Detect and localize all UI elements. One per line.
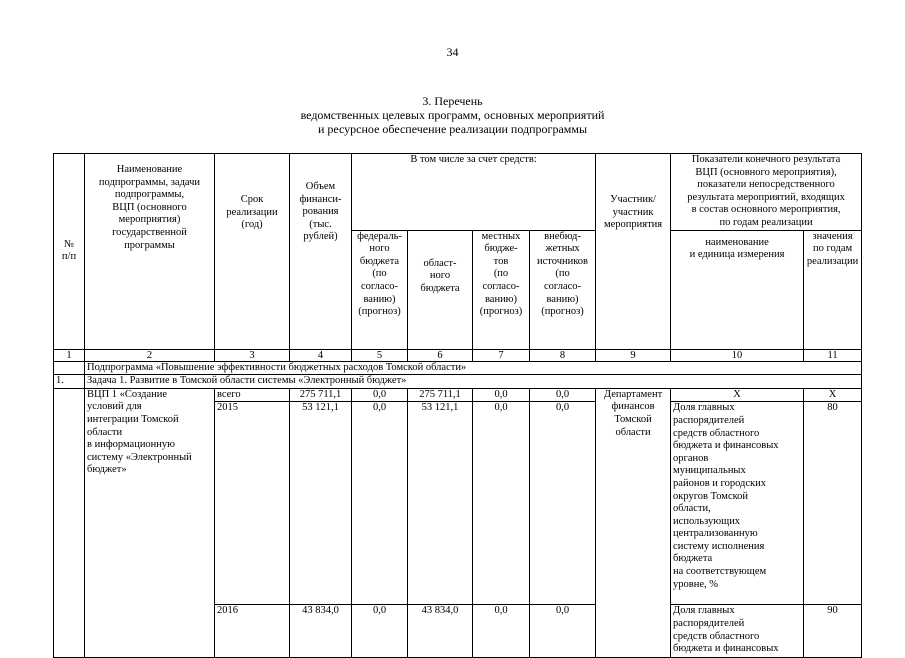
- task-number: 1.: [54, 375, 85, 389]
- column-number: 7: [473, 349, 530, 361]
- text-line: на соответствующем: [673, 566, 767, 578]
- text-line: области,: [673, 503, 711, 515]
- header-col-indicator-name: [671, 230, 804, 349]
- total-extra: 0,0: [530, 388, 596, 402]
- text-line: средств областного: [673, 630, 760, 642]
- text-line: №: [63, 238, 75, 250]
- task-row: [54, 375, 862, 389]
- text-line: рования: [302, 206, 339, 218]
- text-line: органов: [673, 452, 709, 464]
- column-number: 11: [804, 349, 862, 361]
- text-line: тов: [493, 255, 509, 267]
- text-line: бюджета: [420, 282, 460, 294]
- text-line: Томской: [614, 413, 652, 425]
- text-line: (прогноз): [479, 306, 523, 318]
- regional-2016: 43 834,0: [408, 605, 473, 658]
- text-line: внебюд-: [544, 230, 581, 242]
- text-line: районов и городских: [673, 477, 766, 489]
- text-line: по годам реализации: [719, 216, 813, 228]
- total-value: Х: [804, 388, 862, 402]
- federal-2015: 0,0: [352, 402, 408, 605]
- header-row-1: [54, 154, 862, 231]
- text-line: согласо-: [544, 280, 582, 292]
- text-line: (прогноз): [358, 306, 401, 318]
- text-line: бюджета: [359, 255, 400, 267]
- text-line: бюджета и финансовых: [673, 440, 779, 452]
- total-indicator: Х: [671, 388, 804, 402]
- total-row: [54, 388, 862, 402]
- header-col-federal: [352, 230, 408, 349]
- text-line: условий для: [87, 401, 142, 413]
- total-federal: 0,0: [352, 388, 408, 402]
- local-2016: 0,0: [473, 605, 530, 658]
- indicator-2015: [671, 402, 804, 605]
- text-line: государственной: [112, 226, 187, 238]
- text-line: жетных: [545, 243, 580, 255]
- text-line: (по: [555, 268, 570, 280]
- text-line: п/п: [61, 251, 77, 263]
- text-line: местных: [481, 230, 521, 242]
- page-number: 34: [446, 45, 459, 59]
- text-line: наименование: [705, 236, 769, 248]
- text-line: согласо-: [482, 280, 520, 292]
- programs-table: [53, 153, 862, 658]
- heading-line-1: 3. Перечень: [422, 94, 483, 108]
- text-line: в информационную: [87, 439, 176, 451]
- column-numbers-row: [54, 349, 862, 361]
- header-col-term: [215, 154, 290, 350]
- text-line: реализации: [806, 255, 859, 267]
- text-line: Наименование: [116, 164, 183, 175]
- regional-2015: 53 121,1: [408, 402, 473, 605]
- text-line: финансов: [611, 401, 655, 413]
- task-title: Задача 1. Развитие в Томской области системы «Электронный бюджет»: [85, 375, 862, 389]
- period-2016: 2016: [215, 605, 290, 658]
- total-local: 0,0: [473, 388, 530, 402]
- text-line: интеграции Томской: [87, 413, 179, 425]
- text-line: ВЦП 1 «Создание: [87, 388, 168, 400]
- text-line: (по: [372, 268, 387, 280]
- total-volume: 275 711,1: [290, 388, 352, 402]
- text-line: Показатели конечного результата: [691, 154, 841, 165]
- text-line: (по: [493, 268, 509, 280]
- text-line: области: [615, 426, 651, 438]
- extra-2016: 0,0: [530, 605, 596, 658]
- vcp-name: [85, 388, 215, 658]
- text-line: мероприятия): [118, 214, 181, 226]
- text-line: област-: [423, 257, 457, 269]
- header-col-volume: [290, 154, 352, 350]
- total-regional: 275 711,1: [408, 388, 473, 402]
- text-line: рублей): [303, 231, 338, 243]
- text-line: бюджета: [673, 553, 713, 565]
- text-line: распорядителей: [673, 414, 745, 426]
- text-line: и единица измерения: [689, 249, 785, 261]
- column-number: 6: [408, 349, 473, 361]
- document-heading: [0, 94, 905, 136]
- value-2015: 80: [804, 402, 862, 605]
- heading-line-3: и ресурсное обеспечение реализации подпрограммы: [317, 122, 588, 136]
- header-col-extra: [530, 230, 596, 349]
- header-indicators-group: [671, 154, 862, 231]
- text-line: Срок: [240, 194, 264, 205]
- text-line: реализации: [226, 206, 278, 218]
- text-line: ного: [429, 270, 451, 282]
- text-line: федераль-: [357, 230, 402, 242]
- column-number: 2: [85, 349, 215, 361]
- text-line: Участник/: [610, 194, 656, 205]
- heading-line-2: ведомственных целевых программ, основных мероприятий: [300, 108, 605, 122]
- text-line: программы: [124, 239, 175, 251]
- header-sources-group: В том числе за счет средств:: [352, 154, 596, 231]
- text-line: в состав основного мероприятия,: [691, 204, 841, 216]
- text-line: округов Томской: [673, 490, 749, 502]
- text-line: (тыс.: [309, 218, 332, 230]
- text-line: уровне, %: [673, 578, 719, 590]
- text-line: распорядителей: [673, 617, 745, 629]
- text-line: мероприятия: [603, 219, 663, 231]
- text-line: муниципальных: [673, 465, 746, 477]
- text-line: подпрограммы,: [114, 189, 185, 201]
- extra-2015: 0,0: [530, 402, 596, 605]
- text-line: использующих: [673, 515, 741, 527]
- text-line: ного: [369, 243, 390, 255]
- participant: [596, 388, 671, 658]
- value-2016: 90: [804, 605, 862, 658]
- text-line: значения: [812, 230, 853, 242]
- text-line: ВЦП (основного мероприятия),: [695, 166, 837, 178]
- column-number: 4: [290, 349, 352, 361]
- text-line: области: [87, 426, 123, 438]
- volume-2016: 43 834,0: [290, 605, 352, 658]
- text-line: Доля главных: [673, 605, 735, 617]
- period-2015: 2015: [215, 402, 290, 605]
- column-number: 9: [596, 349, 671, 361]
- text-line: бюджет»: [87, 464, 127, 476]
- text-line: по годам: [812, 243, 853, 255]
- text-line: участник: [612, 206, 654, 218]
- text-line: показатели непосредственного: [697, 179, 835, 191]
- text-line: (прогноз): [541, 306, 584, 318]
- column-number: 3: [215, 349, 290, 361]
- text-line: Доля главных: [673, 402, 735, 414]
- text-line: ванию): [484, 293, 518, 305]
- text-line: источников: [537, 255, 589, 267]
- volume-2015: 53 121,1: [290, 402, 352, 605]
- text-line: результата мероприятий, входящих: [687, 191, 845, 203]
- text-line: Объем: [305, 181, 336, 192]
- text-line: ванию): [546, 293, 579, 305]
- header-col-local: [473, 230, 530, 349]
- text-line: систему «Электронный: [87, 451, 192, 463]
- column-number: 5: [352, 349, 408, 361]
- local-2015: 0,0: [473, 402, 530, 605]
- header-col-number: [54, 154, 85, 350]
- header-col-participant: [596, 154, 671, 350]
- text-line: бюджета и финансовых: [673, 643, 779, 655]
- text-line: ванию): [363, 293, 396, 305]
- text-line: бюдже-: [484, 243, 518, 255]
- total-period: всего: [215, 388, 290, 402]
- header-col-regional: [408, 230, 473, 349]
- text-line: подпрограммы, задачи: [98, 176, 201, 188]
- column-number: 10: [671, 349, 804, 361]
- text-line: финанси-: [299, 193, 342, 205]
- federal-2016: 0,0: [352, 605, 408, 658]
- column-number: 8: [530, 349, 596, 361]
- text-line: согласо-: [361, 280, 398, 292]
- indicator-2016: [671, 605, 804, 658]
- text-line: централизованную: [673, 528, 758, 540]
- header-col-indicator-value: [804, 230, 862, 349]
- text-line: систему исполнения: [673, 540, 765, 552]
- header-col-name: [85, 154, 215, 350]
- text-line: (год): [241, 219, 263, 231]
- column-number: 1: [54, 349, 85, 361]
- text-line: ВЦП (основного: [112, 201, 187, 213]
- text-line: средств областного: [673, 427, 760, 439]
- text-line: Департамент: [603, 388, 663, 400]
- subprogram-title: Подпрограмма «Повышение эффективности бюджетных расходов Томской области»: [85, 361, 862, 375]
- subprogram-row: [54, 361, 862, 375]
